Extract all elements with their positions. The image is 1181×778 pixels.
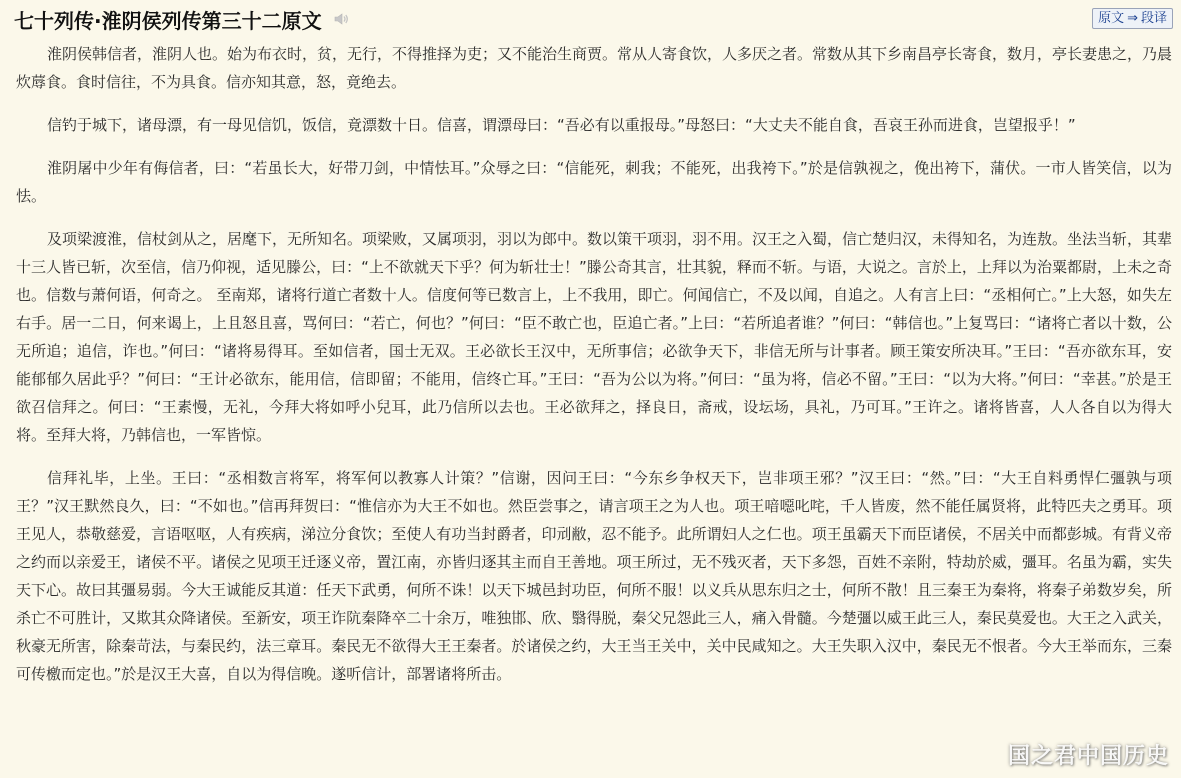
toggle-translation-label: 段译 [1140,11,1167,26]
paragraph-5: 信拜礼毕，上坐。王曰：“丞相数言将军，将军何以教寡人计策？”信谢，因问王曰：“今东乡争权天下，岂非项王邪？”汉王曰：“然。”曰：“大王自料勇悍仁彊孰与项王？”汉王默然良久，曰：“不如也。”信再拜贺曰：“惟信亦为大王不如也。然臣尝事之，请言项王之为人也。项王喑噁叱咤，千人皆废，然不能任属贤将，此特匹夫之勇耳。项王见人，恭敬慈爱，言语呕呕，人有疾病，涕泣分食饮；至使人有功当封爵者，印刓敝，忍不能予。此所谓妇人之仁也。项王虽霸天下而臣诸侯，不居关中而都彭城。有背义帝之约而以亲爱王，诸侯不平。诸侯之见项王迁逐义帝，置江南，亦皆归逐其主而自王善地。项王所过，无不残灭者，天下多怨，百姓不亲附，特劫於威，彊耳。名虽为霸，实失天下心。故曰其彊易弱。今大王诚能反其道：任天下武勇，何所不诛！以天下城邑封功臣，何所不服！以义兵从思东归之士，何所不散！且三秦王为秦将，将秦子弟数岁矣，所杀亡不可胜计，又欺其众降诸侯。至新安，项王诈阬秦降卒二十余万，唯独邯、欣、翳得脱，秦父兄怨此三人，痛入骨髓。今楚彊以威王此三人，秦民莫爱也。大王之入武关，秋豪无所害，除秦苛法，与秦民约，法三章耳。秦民无不欲得大王王秦者。於诸侯之约，大王当王关中，关中民咸知之。大王失职入汉中，秦民无不恨者。今大王举而东，三秦可传檄而定也。”於是汉王大喜，自以为得信晚。遂听信计，部署诸将所击。 [16,469,1172,683]
arrow-right-icon: ⇒ [1127,11,1138,26]
toggle-original-label: 原文 [1098,11,1125,26]
original-translation-toggle-button[interactable] [1092,8,1173,29]
title-bar [14,4,350,34]
paragraph-1: 淮阴侯韩信者，淮阴人也。始为布衣时，贫，无行，不得推择为吏；又不能治生商贾。常从人寄食饮，人多厌之者。常数从其下乡南昌亭长寄食，数月，亭长妻患之，乃晨炊蓐食。食时信往，不为具食。信亦知其意，怒，竟绝去。 [16,45,1173,91]
watermark: 国之君中国历史 [1007,744,1169,769]
speaker-icon[interactable] [332,10,350,28]
article-body [16,40,1172,703]
paragraph-2: 信钓于城下，诸母漂，有一母见信饥，饭信，竟漂数十日。信喜，谓漂母曰：“吾必有以重报母。”母怒曰：“大丈夫不能自食，吾哀王孙而进食，岂望报乎！” [47,116,1076,134]
paragraph-4: 及项梁渡淮，信杖剑从之，居麾下，无所知名。项梁败，又属项羽，羽以为郎中。数以策干项羽，羽不用。汉王之入蜀，信亡楚归汉，未得知名，为连敖。坐法当斩，其辈十三人皆已斩，次至信，信乃仰视，适见滕公，曰：“上不欲就天下乎？何为斩壮士！”滕公奇其言，壮其貌，释而不斩。与语，大说之。言於上，上拜以为治粟都尉，上未之奇也。信数与萧何语，何奇之。 至南郑，诸将行道亡者数十人。信度何等已数言上，上不我用，即亡。何闻信亡，不及以闻，自追之。人有言上曰：“丞相何亡。”上大怒，如失左右手。居一二日，何来谒上，上且怒且喜，骂何曰：“若亡，何也？”何曰：“臣不敢亡也，臣追亡者。”上曰：“若所追者谁？”何曰：“韩信也。”上复骂曰：“诸将亡者以十数，公无所追；追信，诈也。”何曰：“诸将易得耳。至如信者，国士无双。王必欲长王汉中，无所事信；必欲争天下，非信无所与计事者。顾王策安所决耳。”王曰：“吾亦欲东耳，安能郁郁久居此乎？”何曰：“王计必欲东，能用信，信即留；不能用，信终亡耳。”王曰：“吾为公以为将。”何曰：“虽为将，信必不留。”王曰：“以为大将。”何曰：“幸甚。”於是王欲召信拜之。何曰：“王素慢，无礼，今拜大将如呼小兒耳，此乃信所以去也。王必欲拜之，择良日，斋戒，设坛场，具礼，乃可耳。”王许之。诸将皆喜，人人各自以为得大将。至拜大将，乃韩信也，一军皆惊。 [16,230,1173,444]
page-title: 七十列传·淮阴侯列传第三十二原文 [14,8,322,33]
paragraph-3: 淮阴屠中少年有侮信者，曰：“若虽长大，好带刀剑，中情怯耳。”众辱之曰：“信能死，刺我；不能死，出我袴下。”於是信孰视之，俛出袴下，蒲伏。一市人皆笑信，以为怯。 [16,159,1172,205]
